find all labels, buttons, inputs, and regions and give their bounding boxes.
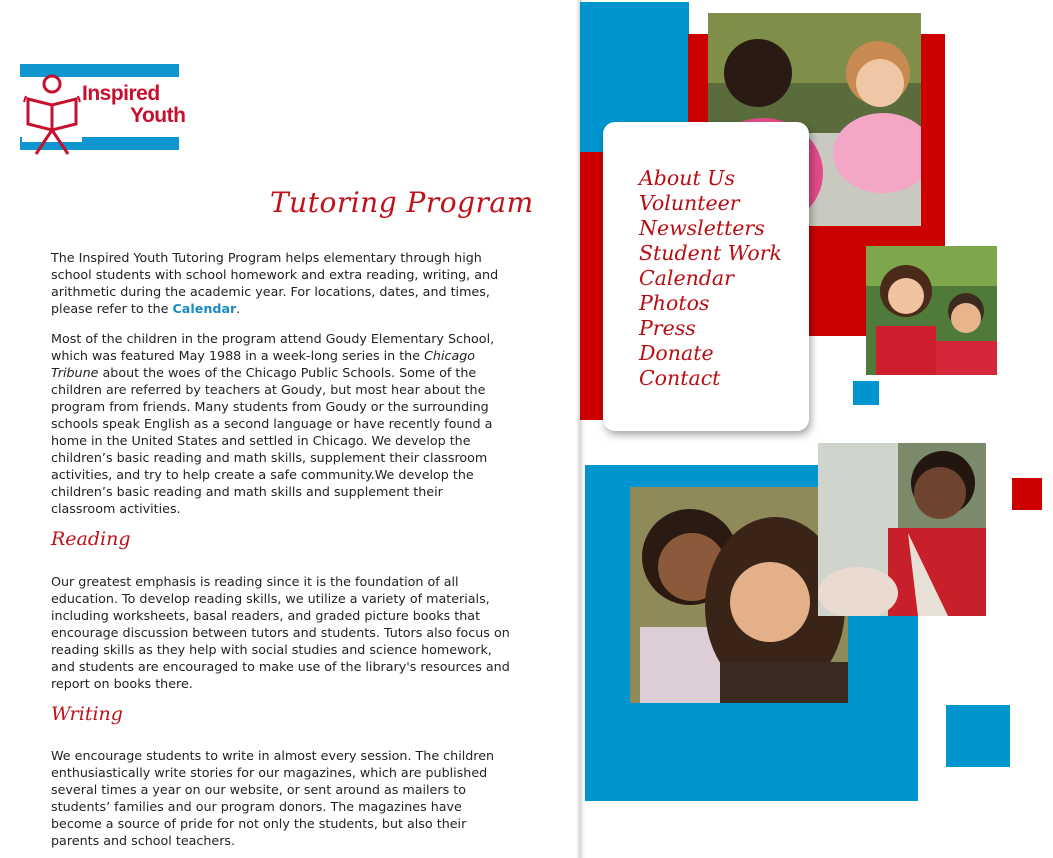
writing-text: We encourage students to write in almost every session. The children enthusiastically write stories for our magazines, which are published several times a year on our website, or sent around as mailers to students’ families and our program donors. The magazines have become a source of pride for not only the students, but also their parents and school teachers. <box>51 748 495 848</box>
girl-in-red-dress-photo <box>818 443 986 616</box>
deco-blue-square-bottom <box>946 705 1010 767</box>
intro-text: The Inspired Youth Tutoring Program helps elementary through high school students with school homework and extra reading, writing, and arithmetic during the academic year. For locations, dates, and times, please refer to the <box>51 250 499 316</box>
inspired-youth-logo[interactable] <box>20 64 200 156</box>
main-nav <box>639 166 782 391</box>
chicago-tribune-title: Chicago Tribune <box>51 348 476 380</box>
girl-and-tutor-photo <box>630 487 848 703</box>
deco-blue-square-small <box>853 381 879 405</box>
intro-end: . <box>236 301 241 316</box>
nav-newsletters[interactable]: Newsletters <box>639 216 765 240</box>
nav-photos[interactable]: Photos <box>639 291 710 315</box>
reading-paragraph <box>51 573 511 692</box>
logo-text-line2: Youth <box>130 104 186 127</box>
para2-before: Most of the children in the program attend Goudy Elementary School, which was featured May 1988 in a week-long series in the <box>51 331 495 363</box>
nav-calendar[interactable]: Calendar <box>639 266 734 290</box>
nav-student-work[interactable]: Student Work <box>639 241 782 265</box>
nav-volunteer[interactable]: Volunteer <box>639 191 740 215</box>
reading-heading: Reading <box>51 528 131 550</box>
intro-paragraph <box>51 249 511 317</box>
nav-about-us[interactable]: About Us <box>639 166 736 190</box>
deco-red-square <box>1012 478 1042 510</box>
page-title: Tutoring Program <box>270 186 534 219</box>
calendar-link[interactable]: Calendar <box>172 301 237 316</box>
nav-press[interactable]: Press <box>639 316 696 340</box>
goudy-paragraph <box>51 330 511 517</box>
nav-card <box>603 122 809 431</box>
nav-contact[interactable]: Contact <box>639 366 721 390</box>
logo-text-line1: Inspired <box>82 82 160 105</box>
nav-donate[interactable]: Donate <box>639 341 714 365</box>
reading-child-icon <box>22 72 82 156</box>
writing-paragraph <box>51 747 511 849</box>
reading-text: Our greatest emphasis is reading since it is the foundation of all education. To develop reading skills, we utilize a variety of materials, including worksheets, basal readers, and graded picture books that encourage discussion between tutors and students. Tutors also focus on reading skills as they help with social studies and science homework, and students are encouraged to make use of the library's resources and report on books there. <box>51 574 510 691</box>
writing-heading: Writing <box>51 703 123 725</box>
para2-after: about the woes of the Chicago Public Schools. Some of the children are referred by teachers at Goudy, but most hear about the program from friends. Many students from Goudy or the surrounding schools speak English as a second language or have recently found a home in the United States and settled in Chicago. We develop the children’s basic reading and math skills, supplement their classroom activities, and try to help create a safe community.We develop the children’s basic reading and math skills and supplement their classroom activities. <box>51 365 493 516</box>
two-children-photo <box>866 246 997 375</box>
